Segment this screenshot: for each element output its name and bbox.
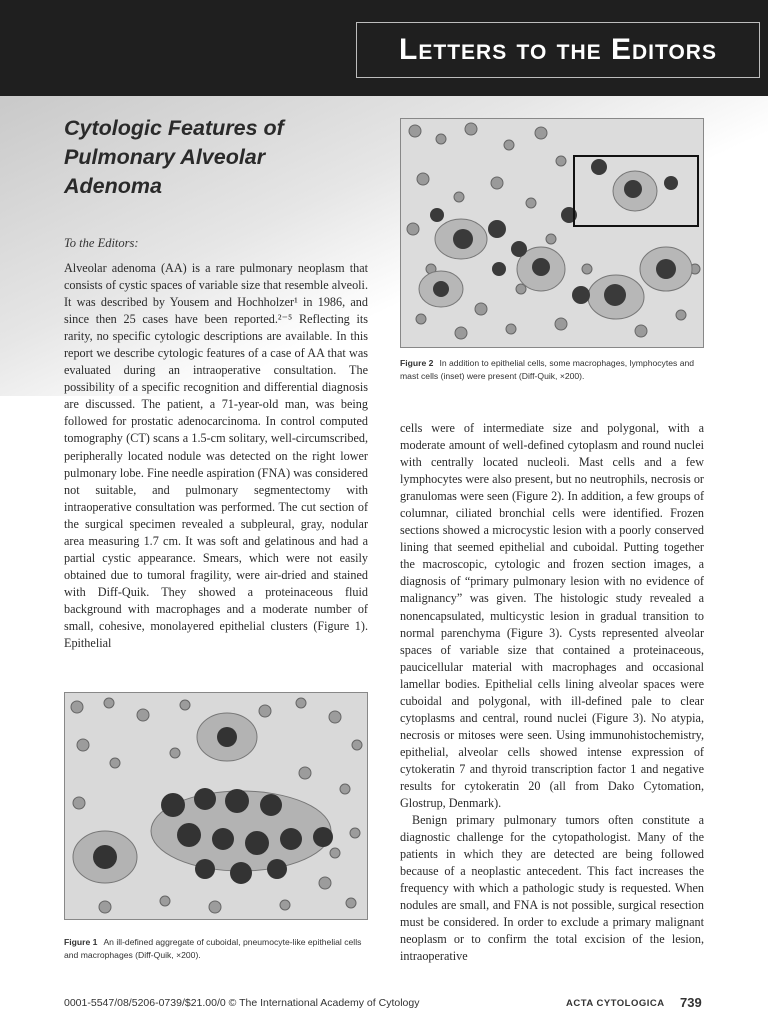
body-paragraph: cells were of intermediate size and polygonal, with a moderate amount of well-defined cytoplasm and round nuclei with centrally located nucleoli. Mast cells and a few lymphocytes were also present, but no neutrophils, necrosis or granulomas were seen (Figure 2). In addition, a few groups of columnar, ciliated bronchial cells were identified. Frozen sections showed a microcystic lesion with a poorly conserved lining that seemed epithelial and cuboidal. Putting together the macroscopic, cytologic and frozen section images, a diagnosis of “primary pulmonary lesion with no evidence of malignancy” was given. The histologic study revealed a nonencapsulated, multicystic lesion in gradual transition to normal parenchyma (Figure 3). Cysts represented alveolar spaces of variable size that contained a proteinaceous, paucicellular material with macrophages and occasional lamellar bodies. Epithelial cells lining alveolar spaces were cuboidal and polygonal, with ill-defined pale to clear cytoplasms and central, round nuclei (Figure 3). No atypia, necrosis or mitoses were seen. Using immunohistochemistry, epithelial, alveolar cells showed intense expression of cytokeratin 7 and thyroid transcription factor 1 and negative results for cytokeratin 20 (all from Dako Cytomation, Glostrup, Denmark).	[400, 421, 704, 811]
section-header-box	[356, 22, 760, 78]
footer-citation: 0001-5547/08/5206-0739/$21.00/0 © The International Academy of Cytology	[64, 997, 420, 1009]
figure-2-caption-text: In addition to epithelial cells, some macrophages, lymphocytes and mast cells (inset) were present (Diff-Quik, ×200).	[400, 358, 695, 381]
inset-frame	[573, 155, 699, 227]
figure-1-micrograph	[64, 692, 368, 920]
figure-2-caption	[400, 357, 704, 382]
section-title: Letters to the Editors	[399, 33, 717, 66]
body-column-right	[400, 420, 704, 966]
body-column-left	[64, 260, 368, 652]
figure-2-label: Figure 2	[400, 358, 434, 368]
micrograph-1-image	[65, 693, 368, 920]
footer-journal-name: ACTA CYTOLOGICA	[566, 998, 665, 1009]
figure-2-micrograph	[400, 118, 704, 348]
figure-1-caption	[64, 936, 368, 961]
figure-1-label: Figure 1	[64, 937, 98, 947]
body-paragraph: Benign primary pulmonary tumors often constitute a diagnostic challenge for the cytopathologist. Many of the patients in which they are detected are being followed because of a neoplastic antecedent. This fact increases the frequency with which a pathologic study is requested. When nodules are small, and FNA is not possible, surgical resection must be considered. In order to exclude a primary malignant neoplasm or to confirm the total excision of the lesion, intraoperative	[400, 813, 704, 964]
salutation: To the Editors:	[64, 236, 139, 250]
figure-1-caption-text: An ill-defined aggregate of cuboidal, pneumocyte-like epithelial cells and macrophages (Diff-Quik, ×200).	[64, 937, 362, 960]
article-title: Cytologic Features of Pulmonary Alveolar Adenoma	[64, 116, 284, 198]
page-number: 739	[680, 995, 702, 1010]
body-paragraph: Alveolar adenoma (AA) is a rare pulmonary neoplasm that consists of cystic spaces of variable size that resemble alveoli. It was described by Yousem and Hochholzer¹ in 1986, and since then 25 cases have been reported.²⁻⁵ Reflecting its rarity, no specific cytologic descriptions are available. In this report we describe cytologic features of a case of AA that was evaluated during an intraoperative consultation. The possibility of a specific recognition and differential diagnosis are discussed. The patient, a 71-year-old man, was being followed for prostatic adenocarcinoma. In control computed tomography (CT) scans a 1.5-cm solitary, well-circumscribed, peripherally located nodule was detected on the right lower pulmonary lobe. Fine needle aspiration (FNA) was considered not suitable, and pulmonary segmentectomy with intraoperative consultation was performed. The cut section of the surgical specimen revealed a subpleural, gray, nodular area measuring 1.7 cm. It was soft and gelatinous and had a partial cystic appearance. Smears, which were not easily obtained due to tumoral fragility, were air-dried and stained with Diff-Quik. They showed a proteinaceous fluid background with macrophages and a moderate number of small, cohesive, monolayered epithelial clusters (Figure 1). Epithelial	[64, 261, 368, 651]
micrograph-2-image	[401, 119, 704, 348]
